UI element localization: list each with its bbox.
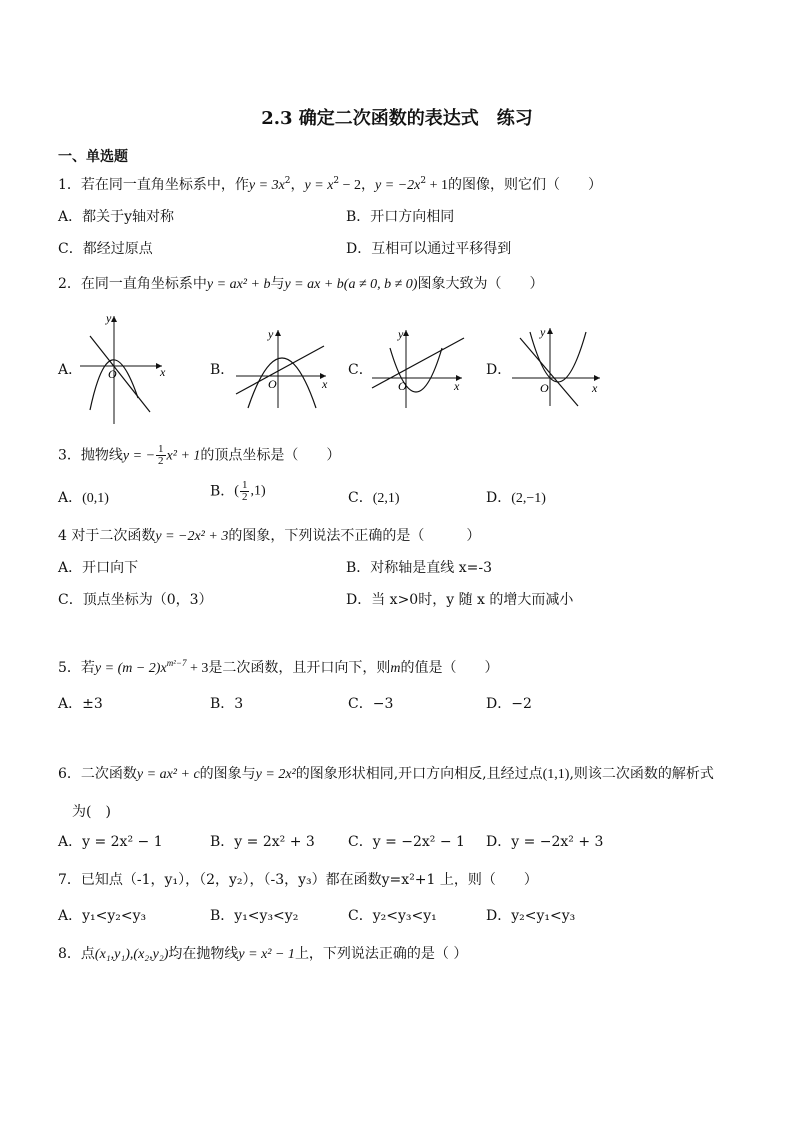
q7-option-c[interactable]: C．y₂<y₃<y₁	[348, 908, 437, 924]
origin-label: O	[268, 377, 277, 391]
q8-stem-mid: 均在抛物线	[168, 946, 239, 962]
x-axis-label: x	[322, 377, 328, 391]
q6-point: (1,1)	[542, 767, 570, 782]
q3-stem-post: 的顶点坐标是（ ）	[200, 447, 341, 464]
q7-option-a[interactable]: A．y₁<y₂<y₃	[58, 908, 147, 924]
q1-stem-post: 的图像，则它们（ ）	[448, 177, 603, 193]
q3-option-b-post: ,1)	[250, 483, 266, 499]
question-7-stem: 7．已知点（-1，y₁），（2，y₂），（-3，y₃）都在函数y=x²+1 上，则（ ）	[58, 872, 538, 888]
q5-formula-tail: + 3	[186, 661, 209, 676]
q6-option-b[interactable]: B．y = 2x² + 3	[210, 834, 315, 850]
q3-fraction-den: 2	[158, 455, 164, 467]
question-5-stem	[58, 658, 499, 679]
y-axis-label: y	[268, 327, 274, 341]
parabola	[248, 358, 316, 408]
q5-formula-base: y = (m − 2)x	[94, 661, 167, 676]
q5-option-d[interactable]: D．−2	[486, 696, 532, 712]
question-6-stem-line-2: 为( )	[72, 804, 111, 820]
q2-option-a-label[interactable]: A．	[58, 362, 83, 378]
q3-stem-pre: 3．抛物线	[58, 447, 123, 464]
y-axis-label: y	[540, 325, 546, 339]
q3-option-b[interactable]	[210, 480, 266, 503]
q6-formula-1: y = ax² + c	[136, 767, 200, 782]
q3-formula-post: x² + 1	[166, 448, 201, 464]
q2-graph-c	[368, 324, 472, 410]
q4-option-a[interactable]: A．开口向下	[58, 560, 139, 576]
q3-option-c[interactable]	[348, 488, 400, 509]
question-6-stem	[58, 764, 714, 785]
q2-option-b-label[interactable]: B．	[210, 362, 235, 378]
q2-option-d-label[interactable]: D．	[486, 362, 512, 378]
q4-option-b[interactable]: B．对称轴是直线 x=-3	[346, 560, 493, 576]
x-axis-label: x	[454, 379, 460, 393]
x-axis-label: x	[592, 381, 598, 395]
q3-formula-pre: y = −	[122, 448, 156, 464]
question-4-stem	[58, 526, 480, 547]
q5-option-a[interactable]: A．±3	[58, 696, 103, 712]
q6-stem-post: ,则该二次函数的解析式	[569, 766, 714, 782]
q1-option-d[interactable]: D．互相可以通过平移得到	[346, 241, 512, 257]
q5-stem-pre: 5．若	[58, 660, 95, 676]
q6-stem-mid-2: 的图象形状相同,开口方向相反,且经过点	[295, 766, 543, 782]
q3-option-a-value: (0,1)	[82, 491, 109, 506]
line	[90, 336, 150, 412]
q2-formula-2: y = ax + b	[284, 277, 344, 292]
q4-stem-post: 的图象，下列说法不正确的是（ ）	[228, 528, 481, 544]
q6-option-a[interactable]: A．y = 2x² − 1	[58, 834, 163, 850]
parabola	[530, 332, 586, 382]
q1-formula-2: y = x	[304, 178, 334, 193]
q5-option-c[interactable]: C．−3	[348, 696, 394, 712]
q3-option-d-label: D．	[486, 490, 512, 506]
q3-option-b-den: 2	[241, 491, 248, 503]
origin-label: O	[540, 381, 549, 395]
origin-label: O	[398, 379, 407, 393]
y-axis-label: y	[398, 327, 404, 341]
q6-formula-2: y = 2x²	[255, 767, 296, 782]
q4-stem-pre: 4 对于二次函数	[58, 528, 156, 544]
q2-formula-1: y = ax² + b	[206, 277, 271, 292]
q1-option-c[interactable]: C．都经过原点	[58, 241, 153, 257]
question-3-stem	[58, 444, 340, 467]
q6-option-c[interactable]: C．y = −2x² − 1	[348, 834, 465, 850]
origin-label: O	[108, 367, 117, 381]
q3-option-d-value: (2,−1)	[511, 491, 546, 506]
q1-sep-1: ，	[290, 177, 305, 193]
q3-fraction-num: 1	[158, 443, 164, 455]
q1-sep-2: ，	[361, 177, 376, 193]
q1-formula-3: y = −2x	[375, 178, 421, 193]
q3-option-c-label: C．	[348, 490, 373, 506]
q3-option-a-label: A．	[58, 490, 83, 506]
q2-stem-mid: 与	[270, 276, 285, 292]
q1-formula-1: y = 3x	[248, 178, 285, 193]
q3-option-b-pre: (	[234, 483, 239, 499]
q3-option-a[interactable]	[58, 488, 109, 509]
q1-formula-3-tail: + 1	[426, 178, 449, 193]
q5-formula-exponent: m²−7	[166, 658, 187, 668]
q8-formula: y = x² − 1	[238, 947, 295, 962]
q2-graph-d	[508, 322, 608, 408]
line	[236, 346, 324, 394]
q8-points: (x₁,y₁),(x₂,y₂)	[94, 947, 169, 962]
q6-stem-pre: 6．二次函数	[58, 766, 137, 782]
section-heading: 一、单选题	[58, 149, 128, 165]
q2-condition: (a ≠ 0, b ≠ 0)	[343, 277, 418, 292]
q4-option-c[interactable]: C．顶点坐标为（0，3）	[58, 592, 213, 608]
q1-formula-2-tail: − 2	[339, 178, 362, 193]
q8-stem-post: 上，下列说法正确的是（ ）	[294, 946, 468, 962]
question-8-stem	[58, 944, 467, 965]
q2-option-c-label[interactable]: C．	[348, 362, 373, 378]
q1-stem-pre: 1．若在同一直角坐标系中，作	[58, 177, 249, 193]
q3-option-d[interactable]	[486, 488, 546, 509]
q3-option-b-fraction	[240, 480, 250, 503]
q8-stem-pre: 8．点	[58, 946, 95, 962]
q4-option-d[interactable]: D．当 x>0时，y 随 x 的增大而减小	[346, 592, 574, 608]
q5-variable: m	[390, 661, 401, 676]
q6-stem-mid-1: 的图象与	[199, 766, 256, 782]
line	[520, 338, 578, 406]
q2-graph-b	[232, 324, 336, 410]
q2-stem-pre: 2．在同一直角坐标系中	[58, 276, 207, 292]
line	[372, 338, 464, 388]
q1-option-b[interactable]: B．开口方向相同	[346, 209, 455, 225]
q3-option-b-label: B．	[210, 483, 235, 500]
q7-option-d[interactable]: D．y₂<y₁<y₃	[486, 908, 576, 924]
q1-option-a[interactable]: A．都关于y轴对称	[58, 209, 175, 225]
q6-option-d[interactable]: D．y = −2x² + 3	[486, 834, 604, 850]
q4-formula: y = −2x² + 3	[155, 529, 229, 544]
x-axis-label: x	[160, 365, 166, 379]
q3-fraction	[156, 444, 166, 467]
q5-stem-post: 的值是（ ）	[400, 660, 499, 676]
page-title: 2.3 确定二次函数的表达式 练习	[261, 108, 533, 129]
q5-option-b[interactable]: B．3	[210, 696, 244, 712]
question-1-stem: 1．若在同一直角坐标系中，作$y = 3x^2$，$y = x^2 - 2$，$y = -2x^2 + 1$的图像，则它们（ ）	[58, 176, 603, 193]
question-2-stem	[58, 274, 543, 295]
q7-option-b[interactable]: B．y₁<y₃<y₂	[210, 908, 299, 924]
q3-option-c-value: (2,1)	[372, 491, 400, 506]
y-axis-label: y	[106, 311, 112, 325]
q5-stem-mid: 是二次函数，且开口向下，则	[208, 660, 391, 676]
q3-option-b-num: 1	[241, 479, 248, 491]
q2-stem-post: 图象大致为（ ）	[417, 276, 544, 292]
q2-graph-a	[76, 306, 184, 428]
